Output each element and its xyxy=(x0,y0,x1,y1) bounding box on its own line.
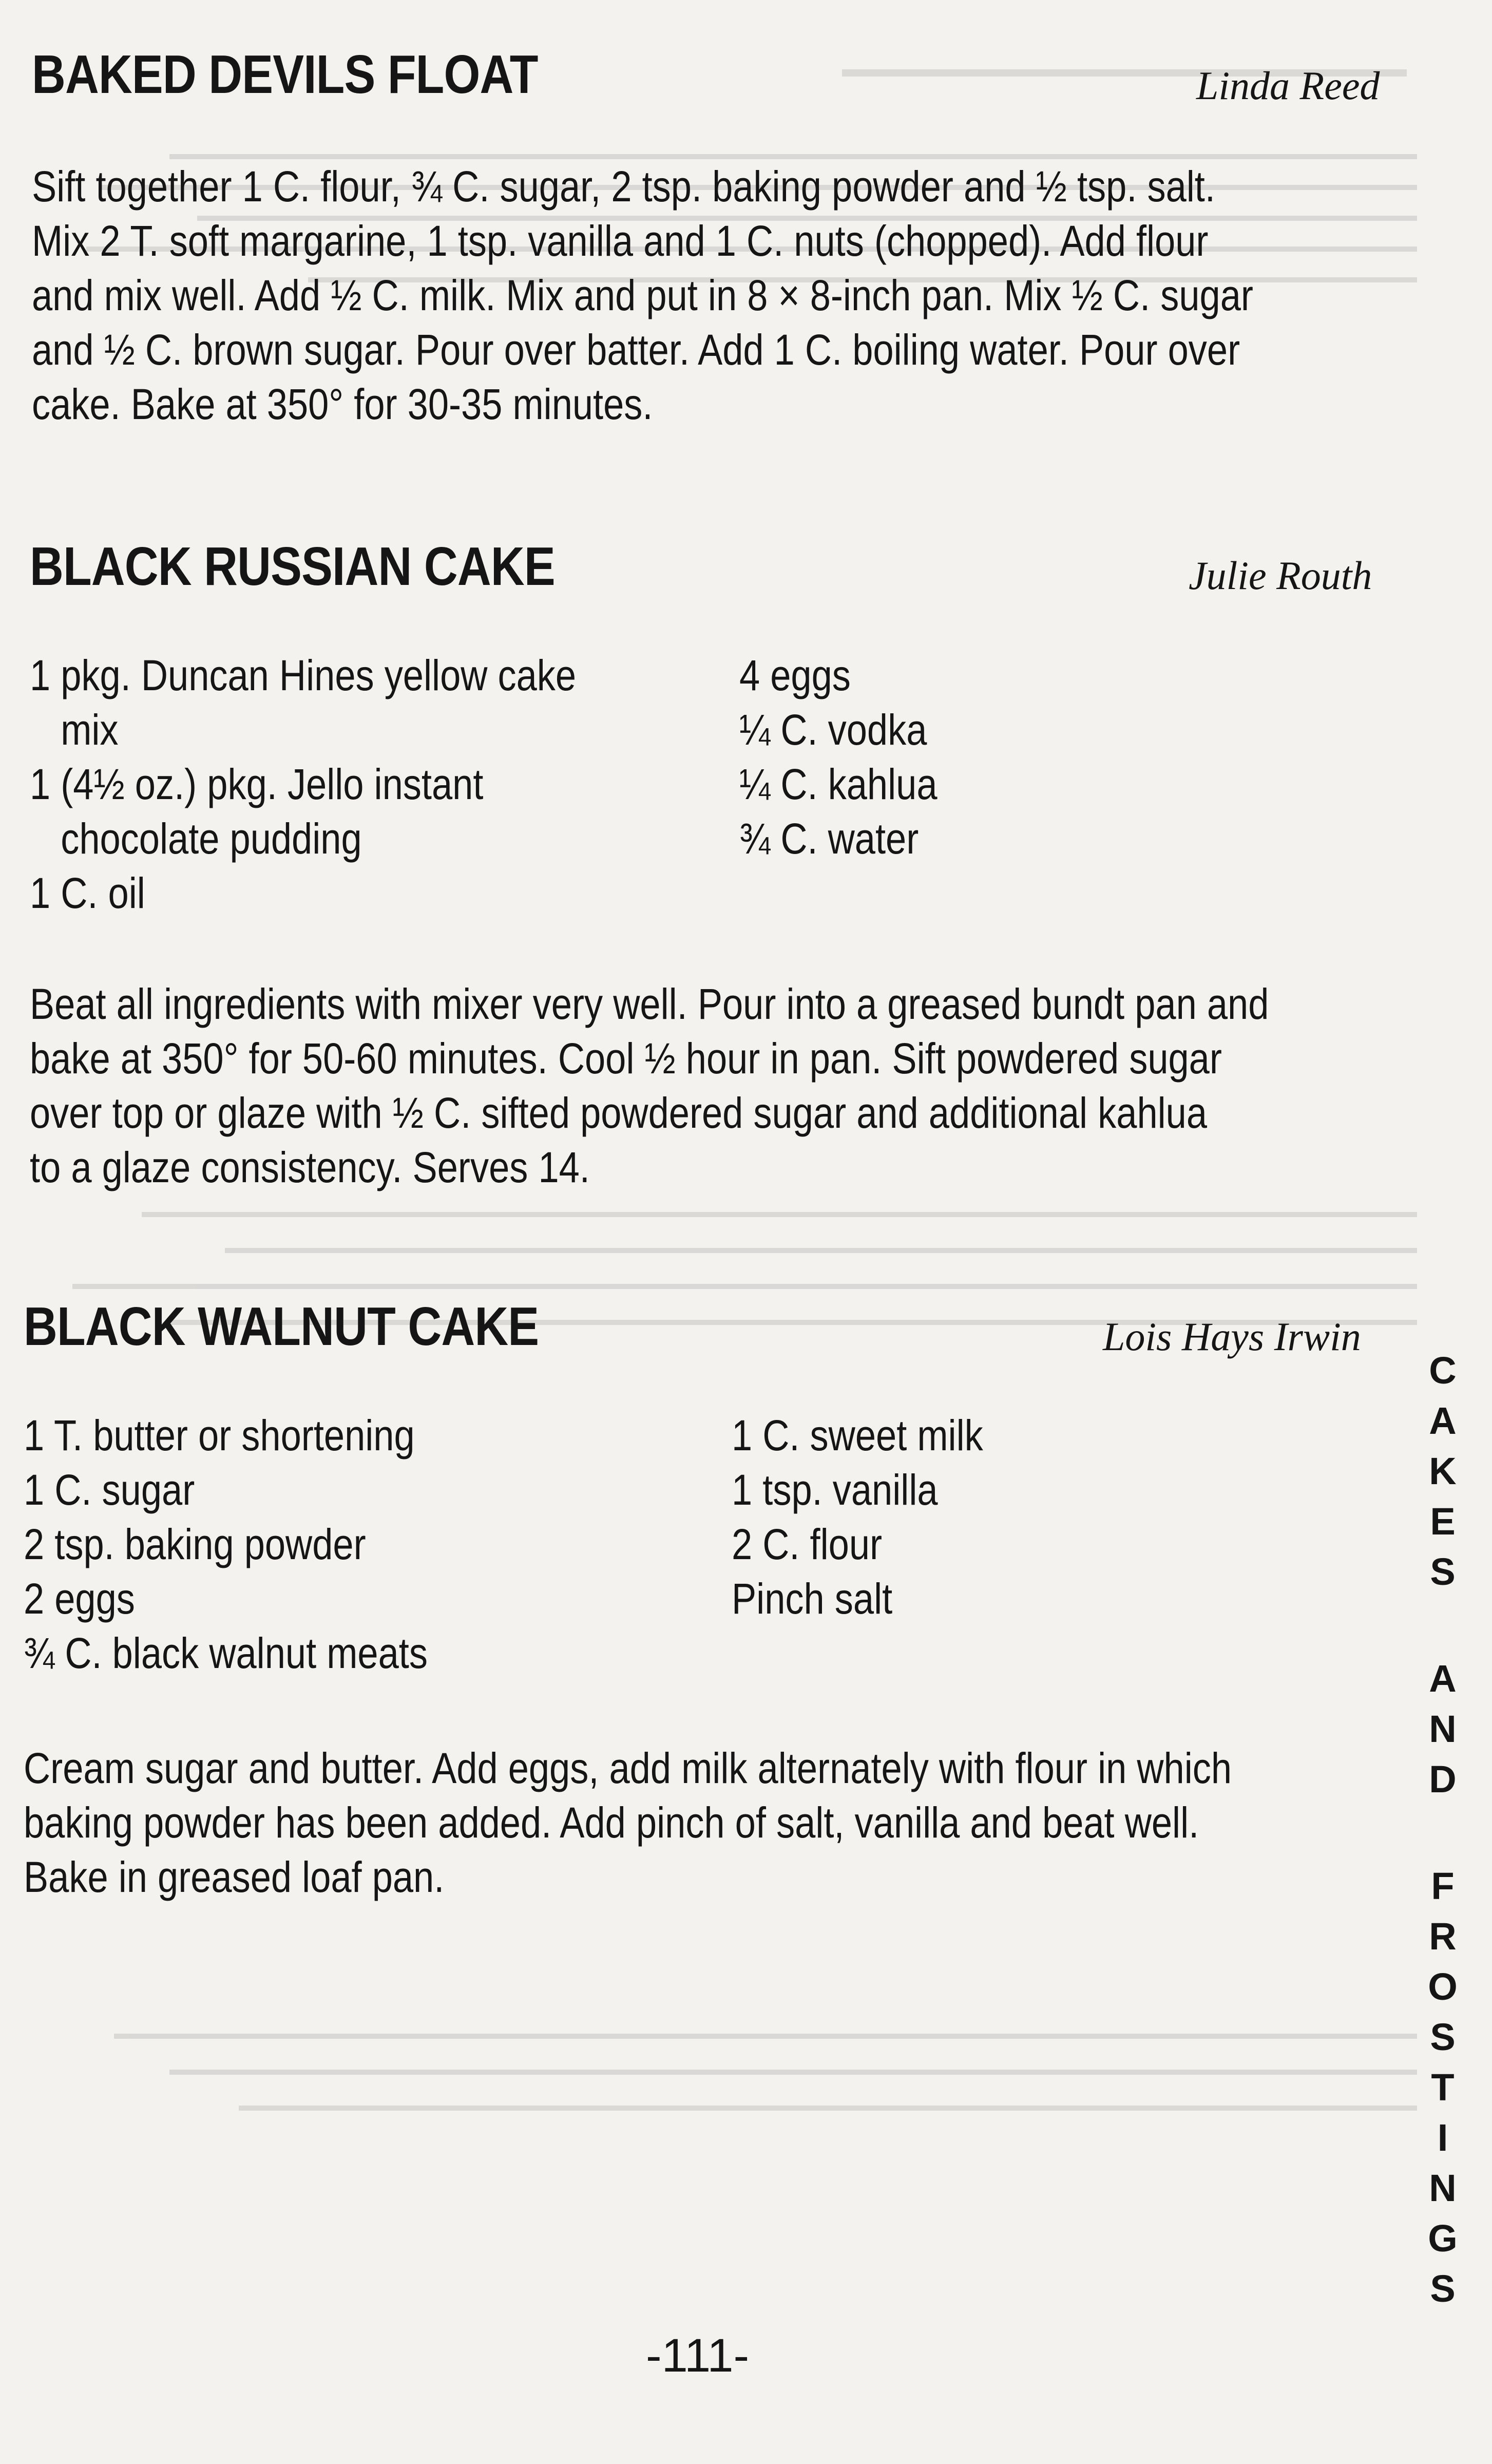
directions-line: to a glaze consistency. Serves 14. xyxy=(30,1143,590,1191)
ingredient-item: 1 C. sweet milk xyxy=(732,1411,983,1460)
section-tab-letter: G xyxy=(1428,2217,1458,2260)
section-tab-letter: S xyxy=(1430,2016,1456,2058)
section-tab-letter: R xyxy=(1429,1915,1457,1958)
section-tab-letter: O xyxy=(1428,1965,1458,2008)
ingredient-text-cont: mix xyxy=(61,706,119,754)
ingredient-item xyxy=(30,757,576,866)
ingredient-item: 2 C. flour xyxy=(732,1520,883,1568)
ingredients-left xyxy=(30,648,576,920)
ingredient-item: 1 tsp. vanilla xyxy=(732,1466,938,1514)
ingredients-left xyxy=(24,1408,428,1680)
section-tab-letter: A xyxy=(1429,1399,1457,1442)
recipe-directions xyxy=(32,159,1253,431)
section-tab-letter: A xyxy=(1429,1657,1457,1700)
recipe-author: Linda Reed xyxy=(1196,63,1380,108)
directions-line: Mix 2 T. soft margarine, 1 tsp. vanilla and 1 C. nuts (chopped). Add flour xyxy=(32,217,1209,265)
directions-line: Sift together 1 C. flour, ¾ C. sugar, 2 tsp. baking powder and ½ tsp. salt. xyxy=(32,162,1215,211)
section-tab-letter: D xyxy=(1429,1758,1457,1800)
section-tab-letter: F xyxy=(1431,1865,1455,1907)
ingredient-item: 1 C. sugar xyxy=(24,1466,195,1514)
ingredient-item: ¾ C. water xyxy=(739,814,919,863)
ingredient-item: 4 eggs xyxy=(739,651,851,699)
section-tab-letter: N xyxy=(1429,1708,1457,1750)
recipe-title: BAKED DEVILS FLOAT xyxy=(32,44,538,105)
ingredient-item xyxy=(30,648,576,757)
directions-line: and ½ C. brown sugar. Pour over batter. Add 1 C. boiling water. Pour over xyxy=(32,326,1240,374)
ingredient-text-cont: chocolate pudding xyxy=(61,814,362,863)
ingredient-item: 1 T. butter or shortening xyxy=(24,1411,415,1460)
section-tab-letter: E xyxy=(1430,1500,1456,1543)
directions-line: bake at 350° for 50-60 minutes. Cool ½ hour in pan. Sift powdered sugar xyxy=(30,1034,1222,1083)
ingredient-item: ¼ C. vodka xyxy=(739,706,927,754)
directions-line: baking powder has been added. Add pinch of salt, vanilla and beat well. xyxy=(24,1798,1199,1847)
ingredients-right xyxy=(732,1408,983,1626)
ingredient-item: 2 tsp. baking powder xyxy=(24,1520,366,1568)
section-tab-letter: S xyxy=(1430,2267,1456,2310)
bleed-through-block-3 xyxy=(31,2003,1417,2311)
section-tab-letter: T xyxy=(1431,2066,1455,2109)
page-number: -111- xyxy=(646,2329,750,2382)
ingredient-item: ¾ C. black walnut meats xyxy=(24,1629,428,1677)
section-tab-letter: S xyxy=(1430,1550,1456,1593)
ingredient-item: 2 eggs xyxy=(24,1575,135,1623)
section-tab xyxy=(1422,1345,1463,2314)
directions-line: cake. Bake at 350° for 30-35 minutes. xyxy=(32,380,653,428)
recipe-title: BLACK WALNUT CAKE xyxy=(24,1296,539,1357)
ingredient-item: Pinch salt xyxy=(732,1575,893,1623)
ingredient-text: 1 (4½ oz.) pkg. Jello instant xyxy=(30,760,484,808)
ingredient-item: ¼ C. kahlua xyxy=(739,760,938,808)
directions-line: Bake in greased loaf pan. xyxy=(24,1853,445,1901)
ingredient-item xyxy=(30,866,576,920)
recipe-author: Julie Routh xyxy=(1189,553,1372,598)
directions-line: Cream sugar and butter. Add eggs, add milk alternately with flour in which xyxy=(24,1744,1232,1792)
section-tab-letter: I xyxy=(1437,2116,1448,2159)
section-tab-letter: N xyxy=(1429,2167,1457,2209)
directions-line: Beat all ingredients with mixer very well. Pour into a greased bundt pan and xyxy=(30,980,1269,1028)
ingredients-right xyxy=(739,648,938,866)
recipe-directions xyxy=(30,977,1269,1195)
section-tab-letter: K xyxy=(1429,1450,1457,1492)
directions-line: over top or glaze with ½ C. sifted powdered sugar and additional kahlua xyxy=(30,1089,1208,1137)
recipe-author: Lois Hays Irwin xyxy=(1103,1314,1361,1359)
section-tab-letter: C xyxy=(1429,1349,1457,1392)
directions-line: and mix well. Add ½ C. milk. Mix and put in 8 × 8-inch pan. Mix ½ C. sugar xyxy=(32,271,1253,319)
recipe-directions xyxy=(24,1741,1232,1904)
ingredient-text: 1 C. oil xyxy=(30,869,145,917)
ingredient-text: 1 pkg. Duncan Hines yellow cake xyxy=(30,651,577,699)
recipe-title: BLACK RUSSIAN CAKE xyxy=(30,536,555,597)
